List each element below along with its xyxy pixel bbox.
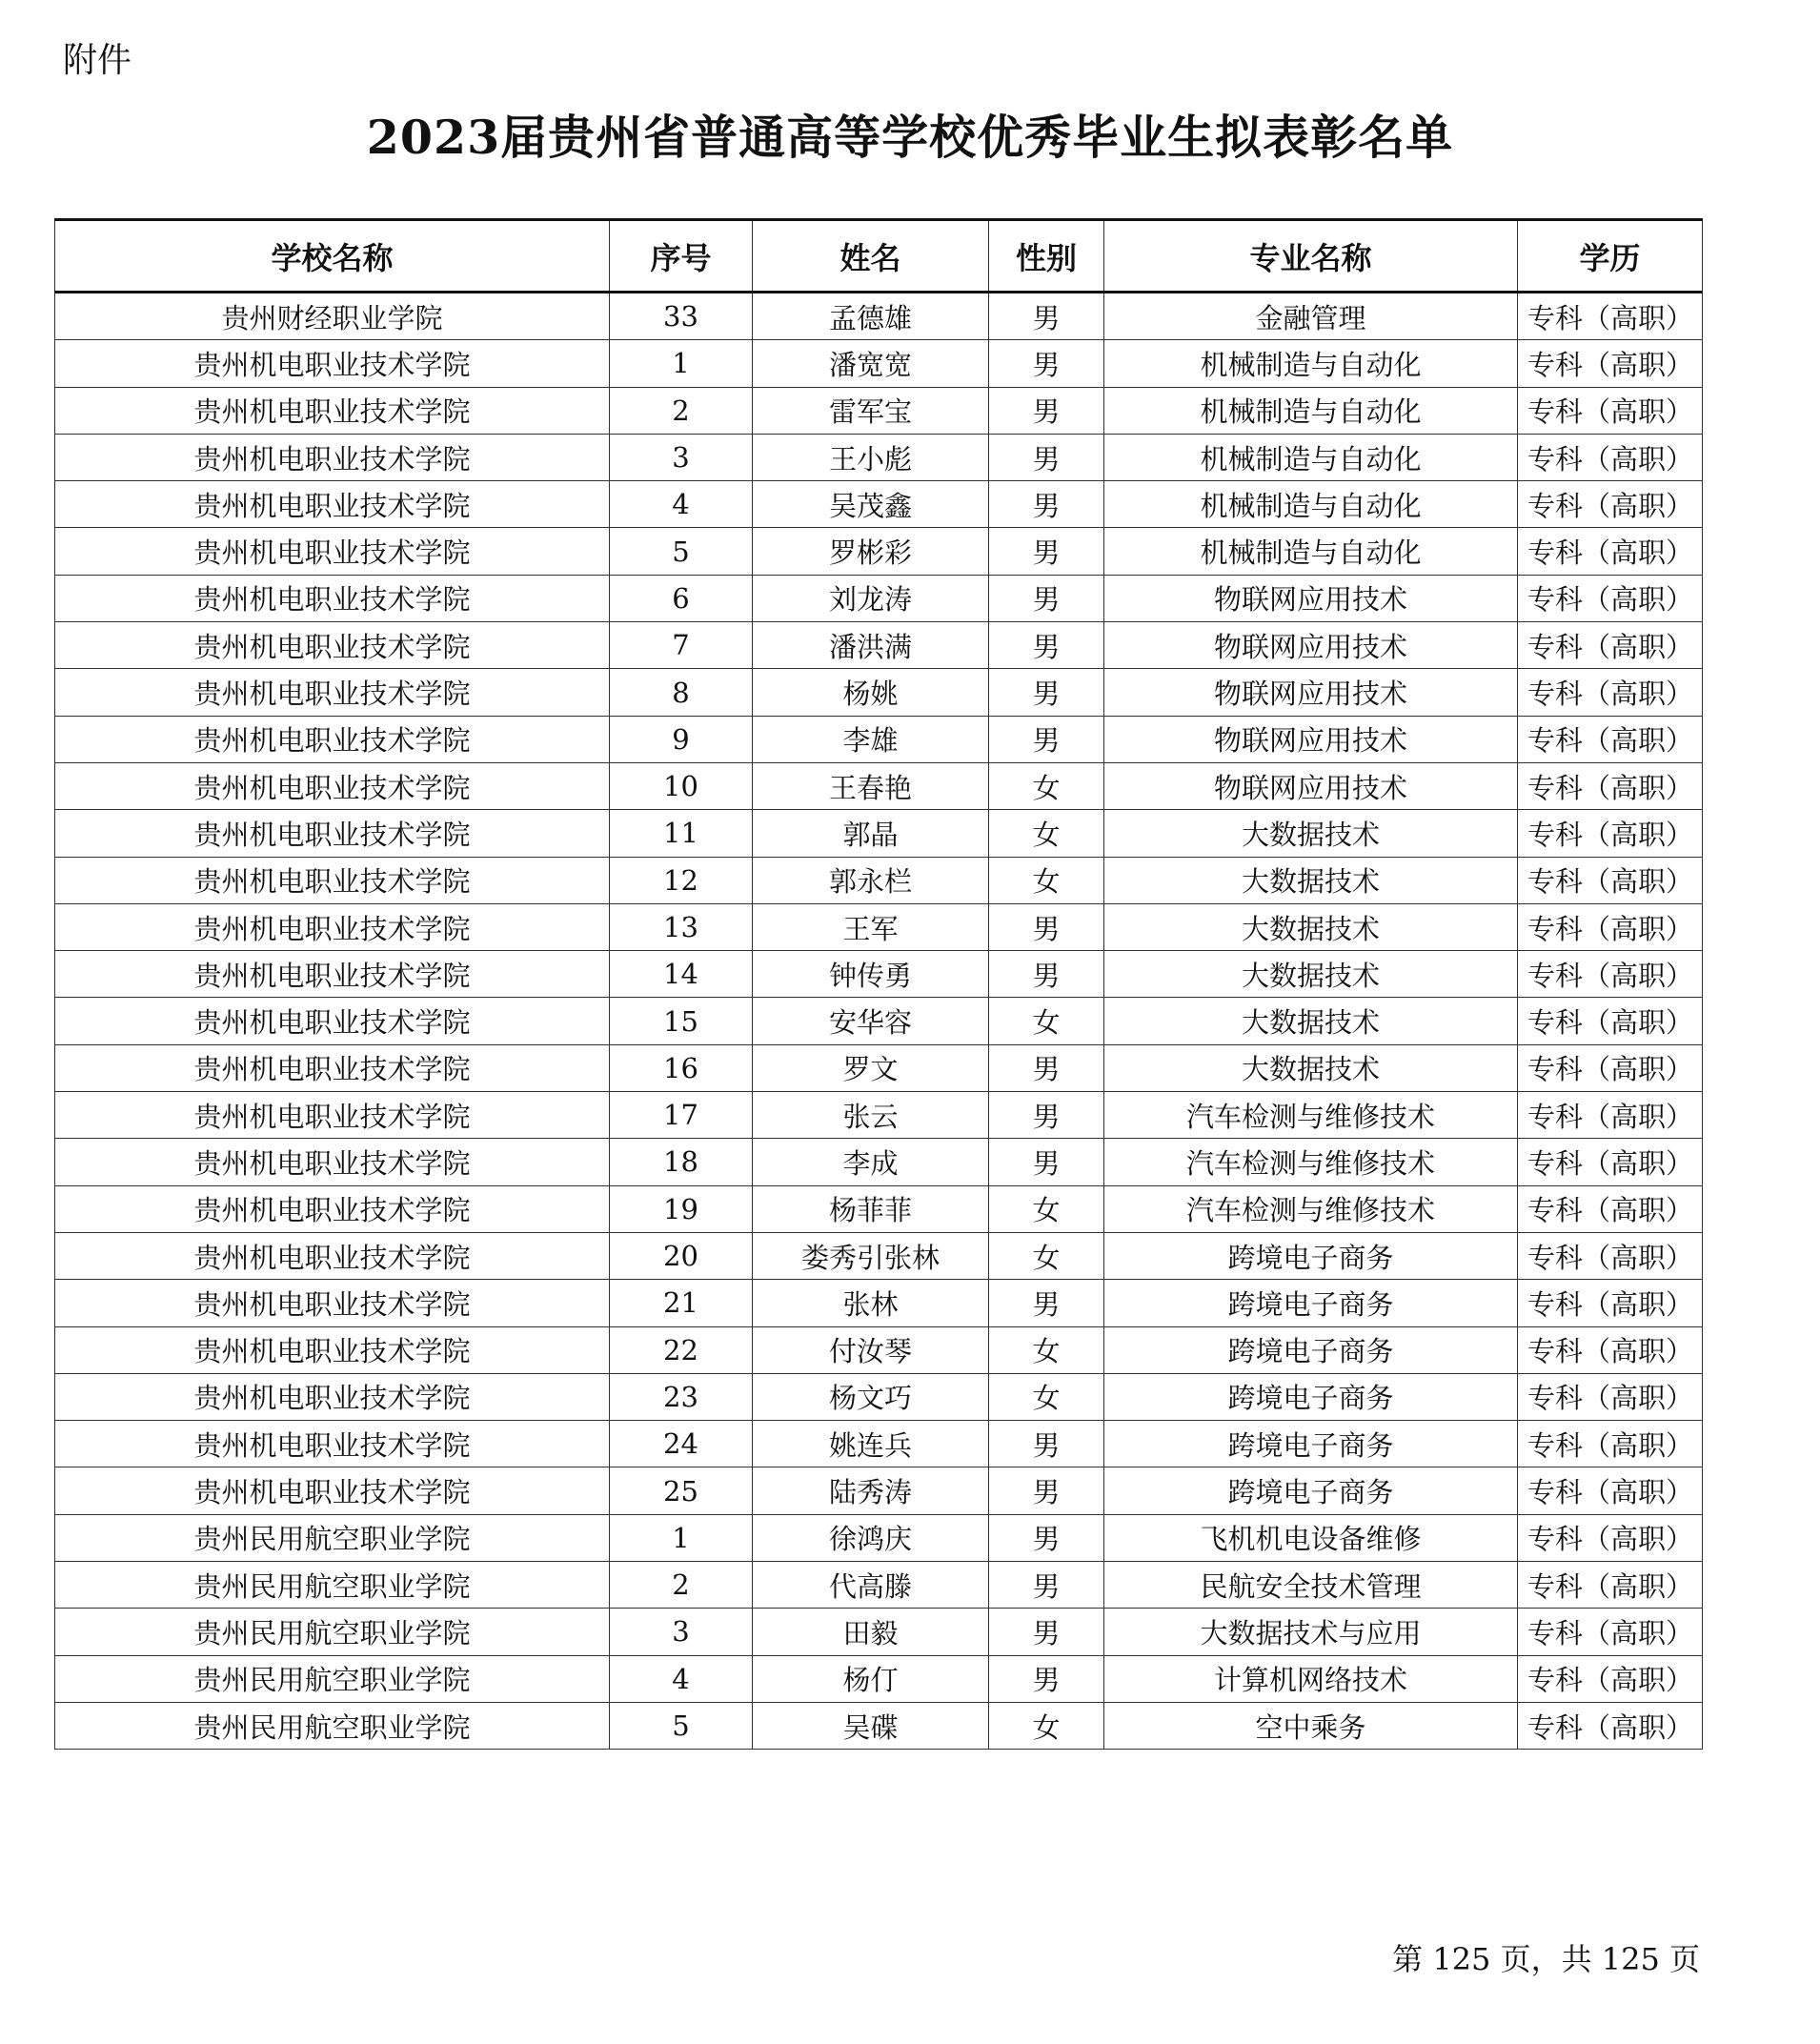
cell-name: 潘洪满 xyxy=(753,622,989,669)
table-row xyxy=(55,903,1703,950)
cell-school-name: 贵州机电职业技术学院 xyxy=(55,951,610,998)
header-school-name: 学校名称 xyxy=(55,220,610,293)
cell-gender: 男 xyxy=(989,903,1104,950)
cell-school-name: 贵州机电职业技术学院 xyxy=(55,1326,610,1373)
table-row xyxy=(55,1514,1703,1561)
cell-serial-number: 25 xyxy=(610,1467,753,1514)
cell-gender: 男 xyxy=(989,1280,1104,1326)
cell-name: 王春艳 xyxy=(753,762,989,809)
cell-major: 汽车检测与维修技术 xyxy=(1104,1092,1518,1139)
cell-major: 空中乘务 xyxy=(1104,1702,1518,1749)
cell-degree: 专科（高职） xyxy=(1518,1185,1703,1232)
cell-serial-number: 33 xyxy=(610,293,753,340)
cell-major: 汽车检测与维修技术 xyxy=(1104,1139,1518,1185)
cell-degree: 专科（高职） xyxy=(1518,1044,1703,1091)
table-row xyxy=(55,716,1703,762)
cell-major: 物联网应用技术 xyxy=(1104,669,1518,716)
cell-school-name: 贵州机电职业技术学院 xyxy=(55,1467,610,1514)
cell-gender: 男 xyxy=(989,1655,1104,1702)
cell-serial-number: 23 xyxy=(610,1373,753,1420)
table-row xyxy=(55,1185,1703,1232)
cell-serial-number: 18 xyxy=(610,1139,753,1185)
cell-serial-number: 5 xyxy=(610,528,753,575)
cell-name: 代高滕 xyxy=(753,1562,989,1609)
cell-degree: 专科（高职） xyxy=(1518,1609,1703,1655)
cell-degree: 专科（高职） xyxy=(1518,1467,1703,1514)
table-row xyxy=(55,1139,1703,1185)
table-row xyxy=(55,1373,1703,1420)
cell-degree: 专科（高职） xyxy=(1518,951,1703,998)
cell-name: 罗文 xyxy=(753,1044,989,1091)
cell-major: 物联网应用技术 xyxy=(1104,575,1518,621)
cell-serial-number: 4 xyxy=(610,481,753,528)
cell-gender: 女 xyxy=(989,1185,1104,1232)
cell-serial-number: 7 xyxy=(610,622,753,669)
cell-degree: 专科（高职） xyxy=(1518,1562,1703,1609)
cell-serial-number: 4 xyxy=(610,1655,753,1702)
cell-name: 孟德雄 xyxy=(753,293,989,340)
cell-degree: 专科（高职） xyxy=(1518,716,1703,762)
cell-serial-number: 1 xyxy=(610,1514,753,1561)
cell-school-name: 贵州机电职业技术学院 xyxy=(55,481,610,528)
cell-degree: 专科（高职） xyxy=(1518,434,1703,480)
cell-school-name: 贵州机电职业技术学院 xyxy=(55,716,610,762)
cell-degree: 专科（高职） xyxy=(1518,1655,1703,1702)
cell-name: 吴茂鑫 xyxy=(753,481,989,528)
cell-major: 飞机机电设备维修 xyxy=(1104,1514,1518,1561)
cell-degree: 专科（高职） xyxy=(1518,1514,1703,1561)
cell-major: 机械制造与自动化 xyxy=(1104,528,1518,575)
cell-name: 王小彪 xyxy=(753,434,989,480)
cell-school-name: 贵州民用航空职业学院 xyxy=(55,1562,610,1609)
cell-name: 罗彬彩 xyxy=(753,528,989,575)
cell-major: 计算机网络技术 xyxy=(1104,1655,1518,1702)
cell-degree: 专科（高职） xyxy=(1518,1092,1703,1139)
header-serial-number: 序号 xyxy=(610,220,753,293)
cell-major: 大数据技术 xyxy=(1104,903,1518,950)
cell-major: 跨境电子商务 xyxy=(1104,1467,1518,1514)
cell-gender: 男 xyxy=(989,622,1104,669)
table-row xyxy=(55,998,1703,1044)
cell-school-name: 贵州机电职业技术学院 xyxy=(55,387,610,434)
cell-serial-number: 17 xyxy=(610,1092,753,1139)
table-row xyxy=(55,1609,1703,1655)
honoree-table xyxy=(54,218,1703,1750)
table-row xyxy=(55,528,1703,575)
cell-school-name: 贵州机电职业技术学院 xyxy=(55,857,610,903)
cell-degree: 专科（高职） xyxy=(1518,1702,1703,1749)
table-row xyxy=(55,1232,1703,1279)
cell-degree: 专科（高职） xyxy=(1518,387,1703,434)
table-row xyxy=(55,575,1703,621)
cell-school-name: 贵州机电职业技术学院 xyxy=(55,903,610,950)
cell-gender: 男 xyxy=(989,575,1104,621)
cell-name: 姚连兵 xyxy=(753,1421,989,1467)
cell-school-name: 贵州机电职业技术学院 xyxy=(55,1232,610,1279)
cell-name: 杨姚 xyxy=(753,669,989,716)
cell-major: 金融管理 xyxy=(1104,293,1518,340)
cell-major: 大数据技术 xyxy=(1104,1044,1518,1091)
cell-degree: 专科（高职） xyxy=(1518,575,1703,621)
cell-serial-number: 16 xyxy=(610,1044,753,1091)
table-row xyxy=(55,857,1703,903)
cell-major: 跨境电子商务 xyxy=(1104,1280,1518,1326)
table-row xyxy=(55,387,1703,434)
cell-name: 刘龙涛 xyxy=(753,575,989,621)
cell-serial-number: 11 xyxy=(610,810,753,857)
table-header-row xyxy=(55,220,1703,293)
table-row xyxy=(55,434,1703,480)
cell-school-name: 贵州机电职业技术学院 xyxy=(55,340,610,387)
header-major: 专业名称 xyxy=(1104,220,1518,293)
cell-gender: 男 xyxy=(989,1609,1104,1655)
cell-degree: 专科（高职） xyxy=(1518,528,1703,575)
cell-gender: 男 xyxy=(989,481,1104,528)
cell-serial-number: 2 xyxy=(610,1562,753,1609)
cell-gender: 男 xyxy=(989,387,1104,434)
cell-major: 机械制造与自动化 xyxy=(1104,387,1518,434)
table-row xyxy=(55,1562,1703,1609)
cell-degree: 专科（高职） xyxy=(1518,481,1703,528)
cell-serial-number: 22 xyxy=(610,1326,753,1373)
cell-school-name: 贵州机电职业技术学院 xyxy=(55,1421,610,1467)
cell-serial-number: 20 xyxy=(610,1232,753,1279)
cell-gender: 男 xyxy=(989,528,1104,575)
table-row xyxy=(55,669,1703,716)
cell-school-name: 贵州机电职业技术学院 xyxy=(55,1044,610,1091)
cell-degree: 专科（高职） xyxy=(1518,1326,1703,1373)
cell-school-name: 贵州民用航空职业学院 xyxy=(55,1514,610,1561)
cell-school-name: 贵州机电职业技术学院 xyxy=(55,528,610,575)
cell-serial-number: 24 xyxy=(610,1421,753,1467)
table-row xyxy=(55,1467,1703,1514)
table-row xyxy=(55,481,1703,528)
cell-major: 大数据技术与应用 xyxy=(1104,1609,1518,1655)
page-title: 2023届贵州省普通高等学校优秀毕业生拟表彰名单 xyxy=(366,110,1454,165)
cell-name: 娄秀引张林 xyxy=(753,1232,989,1279)
table-row xyxy=(55,1702,1703,1749)
cell-name: 杨仃 xyxy=(753,1655,989,1702)
cell-serial-number: 6 xyxy=(610,575,753,621)
cell-name: 张林 xyxy=(753,1280,989,1326)
cell-major: 大数据技术 xyxy=(1104,857,1518,903)
cell-gender: 女 xyxy=(989,1326,1104,1373)
cell-gender: 男 xyxy=(989,340,1104,387)
header-degree: 学历 xyxy=(1518,220,1703,293)
cell-name: 潘宽宽 xyxy=(753,340,989,387)
cell-degree: 专科（高职） xyxy=(1518,810,1703,857)
cell-name: 雷军宝 xyxy=(753,387,989,434)
cell-name: 郭永栏 xyxy=(753,857,989,903)
header-gender: 性别 xyxy=(989,220,1104,293)
table-row xyxy=(55,1044,1703,1091)
table-row xyxy=(55,1655,1703,1702)
page-indicator: 第 125 页，共 125 页 xyxy=(1392,1941,1700,1977)
cell-school-name: 贵州机电职业技术学院 xyxy=(55,1373,610,1420)
cell-degree: 专科（高职） xyxy=(1518,340,1703,387)
cell-name: 李雄 xyxy=(753,716,989,762)
cell-major: 物联网应用技术 xyxy=(1104,762,1518,809)
cell-school-name: 贵州财经职业学院 xyxy=(55,293,610,340)
cell-major: 大数据技术 xyxy=(1104,951,1518,998)
table-row xyxy=(55,1326,1703,1373)
cell-serial-number: 10 xyxy=(610,762,753,809)
header-name: 姓名 xyxy=(753,220,989,293)
cell-serial-number: 3 xyxy=(610,434,753,480)
cell-gender: 女 xyxy=(989,762,1104,809)
cell-serial-number: 15 xyxy=(610,998,753,1044)
cell-major: 物联网应用技术 xyxy=(1104,622,1518,669)
cell-gender: 男 xyxy=(989,669,1104,716)
cell-name: 杨菲菲 xyxy=(753,1185,989,1232)
cell-major: 跨境电子商务 xyxy=(1104,1232,1518,1279)
cell-gender: 男 xyxy=(989,716,1104,762)
cell-school-name: 贵州机电职业技术学院 xyxy=(55,998,610,1044)
table-row xyxy=(55,951,1703,998)
cell-gender: 男 xyxy=(989,293,1104,340)
cell-degree: 专科（高职） xyxy=(1518,1421,1703,1467)
cell-name: 安华容 xyxy=(753,998,989,1044)
cell-major: 民航安全技术管理 xyxy=(1104,1562,1518,1609)
cell-degree: 专科（高职） xyxy=(1518,293,1703,340)
cell-major: 大数据技术 xyxy=(1104,998,1518,1044)
cell-serial-number: 8 xyxy=(610,669,753,716)
cell-degree: 专科（高职） xyxy=(1518,1232,1703,1279)
cell-gender: 女 xyxy=(989,857,1104,903)
cell-school-name: 贵州民用航空职业学院 xyxy=(55,1702,610,1749)
cell-major: 机械制造与自动化 xyxy=(1104,481,1518,528)
cell-gender: 男 xyxy=(989,1514,1104,1561)
attachment-label: 附件 xyxy=(63,41,132,80)
cell-major: 机械制造与自动化 xyxy=(1104,434,1518,480)
cell-major: 汽车检测与维修技术 xyxy=(1104,1185,1518,1232)
cell-gender: 女 xyxy=(989,1373,1104,1420)
cell-major: 跨境电子商务 xyxy=(1104,1326,1518,1373)
cell-degree: 专科（高职） xyxy=(1518,622,1703,669)
cell-gender: 女 xyxy=(989,998,1104,1044)
cell-gender: 男 xyxy=(989,1421,1104,1467)
table-row xyxy=(55,1421,1703,1467)
cell-degree: 专科（高职） xyxy=(1518,857,1703,903)
table-row xyxy=(55,1092,1703,1139)
cell-school-name: 贵州机电职业技术学院 xyxy=(55,669,610,716)
cell-degree: 专科（高职） xyxy=(1518,1280,1703,1326)
cell-serial-number: 13 xyxy=(610,903,753,950)
table-row xyxy=(55,810,1703,857)
cell-major: 跨境电子商务 xyxy=(1104,1421,1518,1467)
cell-degree: 专科（高职） xyxy=(1518,669,1703,716)
cell-name: 李成 xyxy=(753,1139,989,1185)
cell-serial-number: 19 xyxy=(610,1185,753,1232)
table-row xyxy=(55,762,1703,809)
cell-school-name: 贵州机电职业技术学院 xyxy=(55,762,610,809)
cell-serial-number: 12 xyxy=(610,857,753,903)
cell-school-name: 贵州机电职业技术学院 xyxy=(55,1280,610,1326)
cell-gender: 男 xyxy=(989,434,1104,480)
cell-major: 机械制造与自动化 xyxy=(1104,340,1518,387)
cell-serial-number: 9 xyxy=(610,716,753,762)
cell-name: 徐鸿庆 xyxy=(753,1514,989,1561)
table-row xyxy=(55,293,1703,340)
cell-name: 张云 xyxy=(753,1092,989,1139)
cell-gender: 男 xyxy=(989,1092,1104,1139)
cell-gender: 男 xyxy=(989,1467,1104,1514)
cell-major: 跨境电子商务 xyxy=(1104,1373,1518,1420)
cell-degree: 专科（高职） xyxy=(1518,998,1703,1044)
cell-name: 吴碟 xyxy=(753,1702,989,1749)
cell-name: 钟传勇 xyxy=(753,951,989,998)
cell-gender: 男 xyxy=(989,951,1104,998)
cell-school-name: 贵州机电职业技术学院 xyxy=(55,434,610,480)
cell-major: 大数据技术 xyxy=(1104,810,1518,857)
cell-school-name: 贵州机电职业技术学院 xyxy=(55,810,610,857)
cell-school-name: 贵州机电职业技术学院 xyxy=(55,1185,610,1232)
cell-school-name: 贵州机电职业技术学院 xyxy=(55,622,610,669)
cell-school-name: 贵州民用航空职业学院 xyxy=(55,1609,610,1655)
cell-gender: 男 xyxy=(989,1562,1104,1609)
cell-serial-number: 14 xyxy=(610,951,753,998)
cell-name: 杨文巧 xyxy=(753,1373,989,1420)
cell-gender: 女 xyxy=(989,1232,1104,1279)
cell-major: 物联网应用技术 xyxy=(1104,716,1518,762)
cell-school-name: 贵州机电职业技术学院 xyxy=(55,1139,610,1185)
cell-degree: 专科（高职） xyxy=(1518,1139,1703,1185)
table-body xyxy=(55,293,1703,1750)
cell-name: 王军 xyxy=(753,903,989,950)
cell-serial-number: 1 xyxy=(610,340,753,387)
cell-serial-number: 5 xyxy=(610,1702,753,1749)
table-row xyxy=(55,340,1703,387)
cell-school-name: 贵州民用航空职业学院 xyxy=(55,1655,610,1702)
cell-degree: 专科（高职） xyxy=(1518,762,1703,809)
cell-school-name: 贵州机电职业技术学院 xyxy=(55,1092,610,1139)
cell-serial-number: 21 xyxy=(610,1280,753,1326)
cell-degree: 专科（高职） xyxy=(1518,903,1703,950)
table-row xyxy=(55,1280,1703,1326)
table-row xyxy=(55,622,1703,669)
cell-name: 付汝琴 xyxy=(753,1326,989,1373)
cell-school-name: 贵州机电职业技术学院 xyxy=(55,575,610,621)
cell-serial-number: 3 xyxy=(610,1609,753,1655)
cell-degree: 专科（高职） xyxy=(1518,1373,1703,1420)
cell-gender: 男 xyxy=(989,1139,1104,1185)
cell-gender: 女 xyxy=(989,810,1104,857)
cell-gender: 男 xyxy=(989,1044,1104,1091)
cell-gender: 女 xyxy=(989,1702,1104,1749)
cell-name: 田毅 xyxy=(753,1609,989,1655)
cell-name: 陆秀涛 xyxy=(753,1467,989,1514)
cell-name: 郭晶 xyxy=(753,810,989,857)
cell-serial-number: 2 xyxy=(610,387,753,434)
